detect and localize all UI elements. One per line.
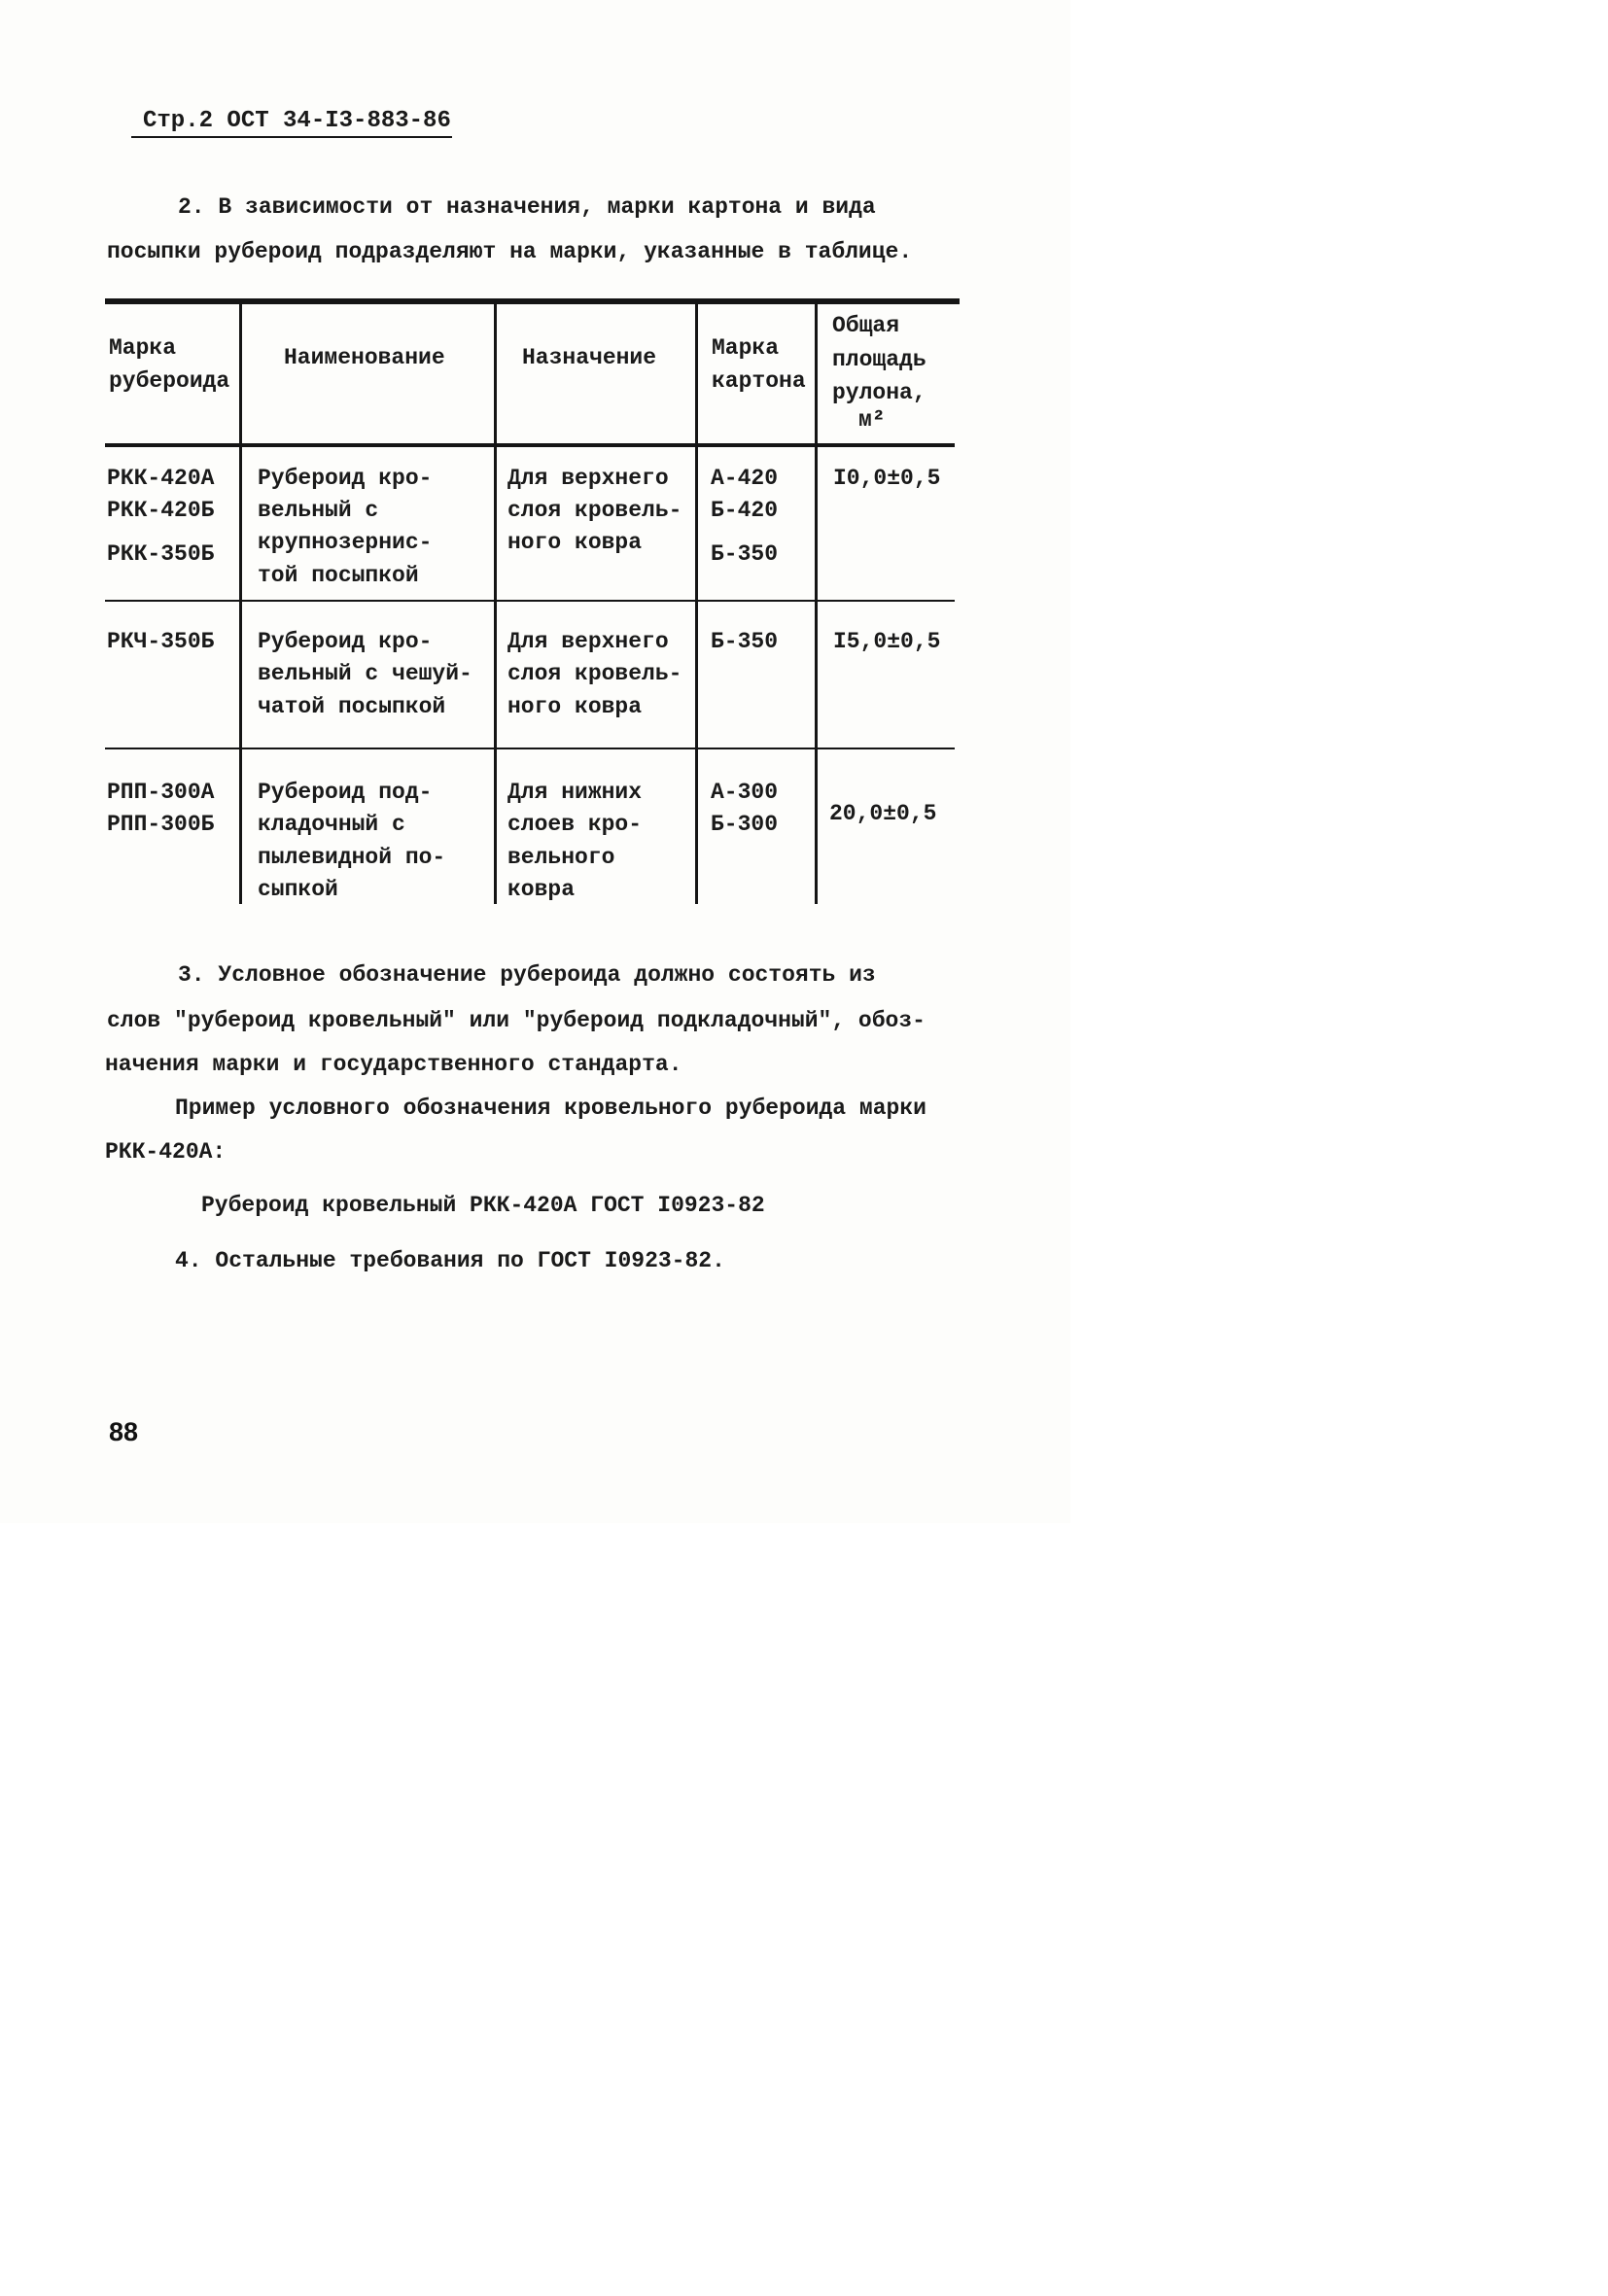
table-cell-cardboard: Б-350 — [711, 541, 779, 567]
table-header-area-unit: м² — [858, 407, 886, 433]
page-number: 88 — [109, 1417, 139, 1446]
table-cell-purpose-line: слоя кровель- — [507, 661, 682, 686]
table-column-divider — [494, 304, 497, 904]
table-header-rule — [105, 443, 955, 447]
table-cell-cardboard: А-420 — [711, 466, 779, 491]
table-cell-name-line: Рубероид кро- — [258, 629, 433, 654]
example-designation: Рубероид кровельный РКК-420А ГОСТ I0923-82 — [201, 1193, 765, 1218]
paragraph-3-line: 3. Условное обозначение рубероида должно состоять из — [178, 962, 876, 988]
table-cell-name-line: чатой посыпкой — [258, 694, 446, 719]
paragraph-3-line: начения марки и государственного стандарта. — [105, 1052, 682, 1077]
table-cell-area: I0,0±0,5 — [833, 466, 941, 491]
table-cell-purpose-line: Для верхнего — [507, 466, 669, 491]
table-cell-name-line: вельный с — [258, 498, 379, 523]
table-cell-area: 20,0±0,5 — [829, 801, 937, 826]
table-cell-name-line: вельный с чешуй- — [258, 661, 472, 686]
paragraph-3-line: слов "рубероид кровельный" или "рубероид подкладочный", обоз- — [107, 1008, 926, 1033]
table-header-cardboard-line: картона — [712, 368, 806, 394]
table-cell-grade: РКК-350Б — [107, 541, 215, 567]
document-page — [0, 0, 1070, 1523]
table-row-divider — [105, 600, 955, 602]
table-cell-name-line: Рубероид кро- — [258, 466, 433, 491]
table-column-divider — [815, 304, 818, 904]
table-cell-grade: РПП-300Б — [107, 812, 215, 837]
table-cell-grade: РКК-420Б — [107, 498, 215, 523]
table-cell-cardboard: Б-420 — [711, 498, 779, 523]
table-cell-cardboard: Б-350 — [711, 629, 779, 654]
table-column-divider — [695, 304, 698, 904]
table-cell-purpose-line: слоев кро- — [507, 812, 643, 837]
table-header-area-line: Общая — [832, 313, 900, 338]
table-header-name: Наименование — [284, 345, 445, 370]
table-cell-cardboard: Б-300 — [711, 812, 779, 837]
table-cell-purpose-line: Для верхнего — [507, 629, 669, 654]
example-intro-line: Пример условного обозначения кровельного рубероида марки — [175, 1096, 926, 1121]
table-header-area-line: площадь — [832, 347, 926, 372]
table-header-grade-line: рубероида — [109, 368, 230, 394]
table-header-purpose: Назначение — [522, 345, 657, 370]
table-cell-grade: РКЧ-350Б — [107, 629, 215, 654]
paragraph-2-line: посыпки рубероид подразделяют на марки, указанные в таблице. — [107, 239, 913, 264]
table-cell-purpose-line: вельного — [507, 845, 615, 870]
paragraph-2-line: 2. В зависимости от назначения, марки картона и вида — [178, 194, 876, 220]
table-row-divider — [105, 748, 955, 749]
table-cell-name-line: пылевидной по- — [258, 845, 446, 870]
table-cell-name-line: кладочный с — [258, 812, 405, 837]
table-header-area-line: рулона, — [832, 380, 926, 405]
table-cell-cardboard: А-300 — [711, 780, 779, 805]
paragraph-4: 4. Остальные требования по ГОСТ I0923-82. — [175, 1248, 725, 1273]
table-cell-purpose-line: ного ковра — [507, 530, 643, 555]
table-cell-name-line: той посыпкой — [258, 563, 419, 588]
table-cell-purpose-line: ного ковра — [507, 694, 643, 719]
table-cell-grade: РПП-300А — [107, 780, 215, 805]
table-cell-name-line: сыпкой — [258, 877, 338, 902]
table-header-grade-line: Марка — [109, 335, 177, 361]
table-cell-area: I5,0±0,5 — [833, 629, 941, 654]
table-header-cardboard-line: Марка — [712, 335, 780, 361]
table-cell-grade: РКК-420А — [107, 466, 215, 491]
header-underline — [131, 136, 452, 138]
table-column-divider — [239, 304, 242, 904]
table-cell-name-line: крупнозернис- — [258, 530, 433, 555]
table-cell-name-line: Рубероид под- — [258, 780, 433, 805]
table-cell-purpose-line: слоя кровель- — [507, 498, 682, 523]
table-top-rule — [105, 298, 960, 304]
page-header: Стр.2 ОСТ 34-I3-883-86 — [143, 108, 451, 134]
example-intro-line: РКК-420А: — [105, 1139, 227, 1165]
table-cell-purpose-line: Для нижних — [507, 780, 643, 805]
table-cell-purpose-line: ковра — [507, 877, 576, 902]
